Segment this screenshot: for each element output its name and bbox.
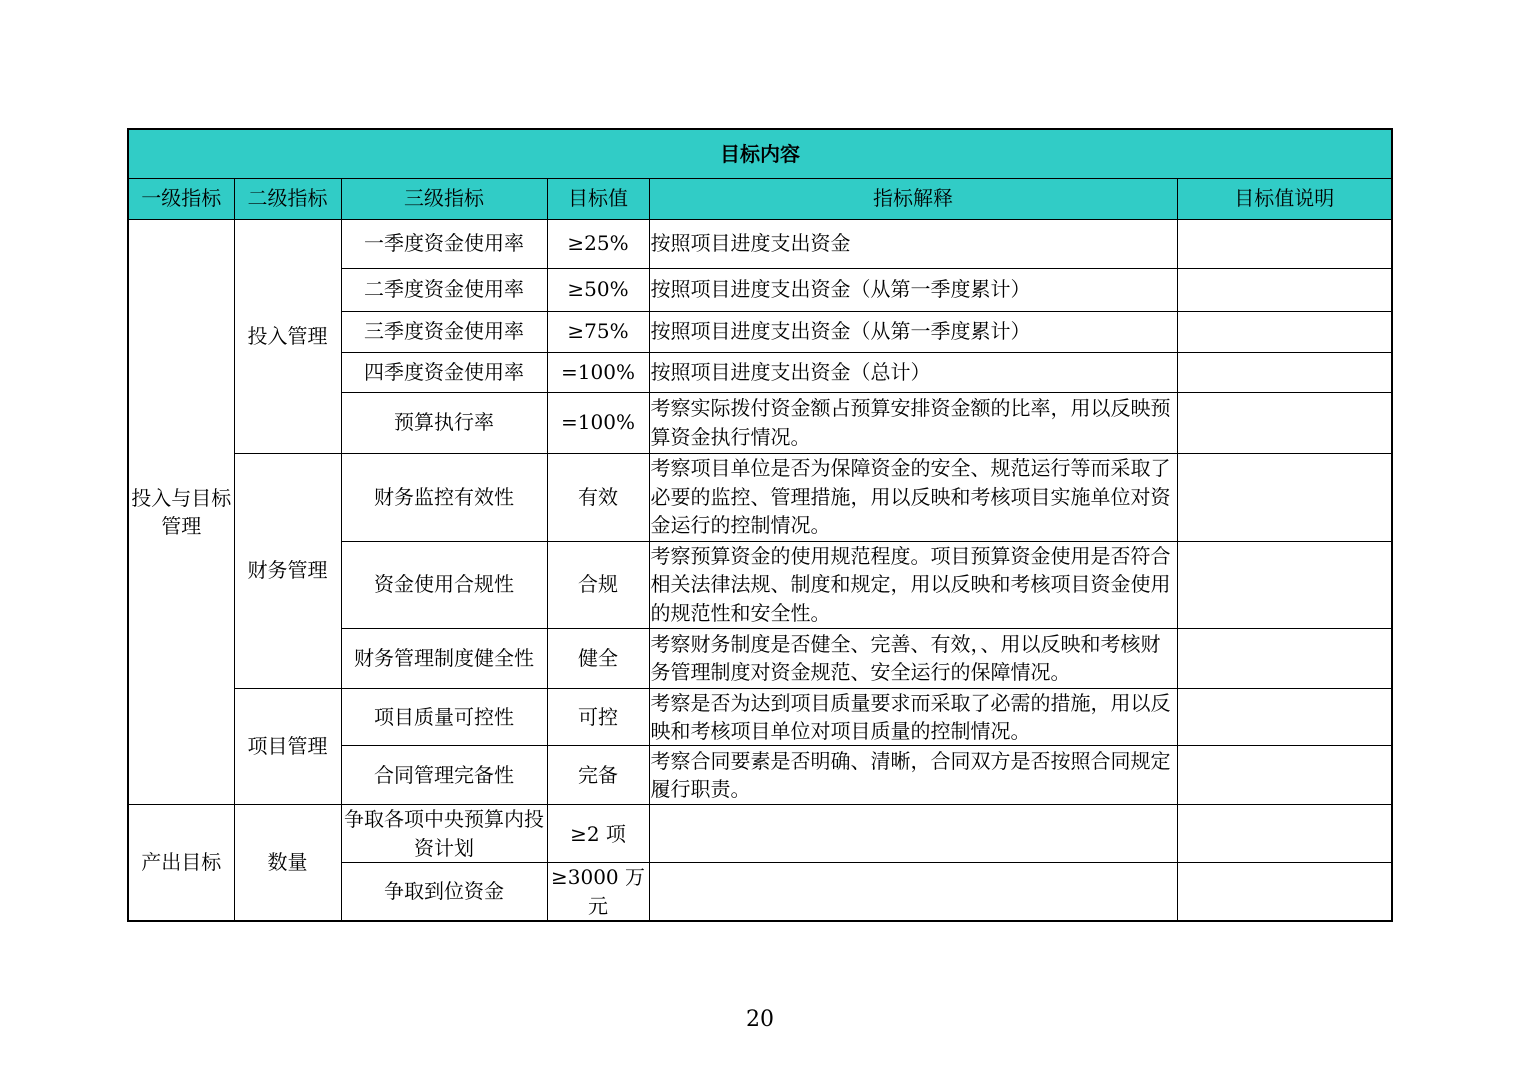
target-value-cell: =100% bbox=[547, 352, 649, 392]
level1-cell-input-target-mgmt: 投入与目标管理 bbox=[128, 219, 234, 805]
column-header-level2: 二级指标 bbox=[234, 178, 341, 219]
column-header-target-note: 目标值说明 bbox=[1177, 178, 1392, 219]
column-header-level1: 一级指标 bbox=[128, 178, 234, 219]
indicator-cell: 合同管理完备性 bbox=[341, 746, 547, 805]
explanation-cell: 考察是否为达到项目质量要求而采取了必需的措施，用以反映和考核项目单位对项目质量的控制情况。 bbox=[649, 688, 1177, 746]
note-cell bbox=[1177, 392, 1392, 453]
target-value-cell: ≥25% bbox=[547, 219, 649, 268]
target-value-cell: =100% bbox=[547, 392, 649, 453]
explanation-cell: 考察实际拨付资金额占预算安排资金额的比率，用以反映预算资金执行情况。 bbox=[649, 392, 1177, 453]
target-content-table bbox=[127, 128, 1393, 922]
level2-cell-project-mgmt: 项目管理 bbox=[234, 688, 341, 805]
level2-cell-quantity: 数量 bbox=[234, 805, 341, 921]
indicator-cell: 三季度资金使用率 bbox=[341, 311, 547, 352]
note-cell bbox=[1177, 352, 1392, 392]
note-cell bbox=[1177, 688, 1392, 746]
note-cell bbox=[1177, 628, 1392, 688]
level2-cell-finance-mgmt: 财务管理 bbox=[234, 453, 341, 688]
column-header-explanation: 指标解释 bbox=[649, 178, 1177, 219]
column-header-target-value: 目标值 bbox=[547, 178, 649, 219]
level1-cell-output-target: 产出目标 bbox=[128, 805, 234, 921]
indicator-cell: 争取到位资金 bbox=[341, 863, 547, 921]
explanation-cell: 考察财务制度是否健全、完善、有效，、用以反映和考核财务管理制度对资金规范、安全运行的保障情况。 bbox=[649, 628, 1177, 688]
target-value-cell: 合规 bbox=[547, 541, 649, 628]
indicator-cell: 财务管理制度健全性 bbox=[341, 628, 547, 688]
page-number: 20 bbox=[746, 1007, 774, 1032]
note-cell bbox=[1177, 805, 1392, 863]
note-cell bbox=[1177, 453, 1392, 541]
note-cell bbox=[1177, 268, 1392, 311]
explanation-cell: 按照项目进度支出资金（从第一季度累计） bbox=[649, 268, 1177, 311]
explanation-cell: 按照项目进度支出资金（从第一季度累计） bbox=[649, 311, 1177, 352]
note-cell bbox=[1177, 311, 1392, 352]
explanation-cell: 按照项目进度支出资金 bbox=[649, 219, 1177, 268]
target-value-cell: ≥75% bbox=[547, 311, 649, 352]
indicator-cell: 一季度资金使用率 bbox=[341, 219, 547, 268]
explanation-cell: 考察项目单位是否为保障资金的安全、规范运行等而采取了必要的监控、管理措施，用以反映和考核项目实施单位对资金运行的控制情况。 bbox=[649, 453, 1177, 541]
explanation-cell bbox=[649, 863, 1177, 921]
note-cell bbox=[1177, 863, 1392, 921]
indicator-cell: 四季度资金使用率 bbox=[341, 352, 547, 392]
target-value-cell: ≥3000 万元 bbox=[547, 863, 649, 921]
note-cell bbox=[1177, 746, 1392, 805]
indicator-cell: 二季度资金使用率 bbox=[341, 268, 547, 311]
indicator-cell: 资金使用合规性 bbox=[341, 541, 547, 628]
target-value-cell: 可控 bbox=[547, 688, 649, 746]
indicator-cell: 财务监控有效性 bbox=[341, 453, 547, 541]
target-value-cell: ≥2 项 bbox=[547, 805, 649, 863]
target-value-cell: 完备 bbox=[547, 746, 649, 805]
explanation-cell: 考察预算资金的使用规范程度。项目预算资金使用是否符合相关法律法规、制度和规定，用以反映和考核项目资金使用的规范性和安全性。 bbox=[649, 541, 1177, 628]
column-header-level3: 三级指标 bbox=[341, 178, 547, 219]
target-value-cell: ≥50% bbox=[547, 268, 649, 311]
level2-cell-input-mgmt: 投入管理 bbox=[234, 219, 341, 453]
target-value-cell: 健全 bbox=[547, 628, 649, 688]
explanation-cell: 考察合同要素是否明确、清晰，合同双方是否按照合同规定履行职责。 bbox=[649, 746, 1177, 805]
explanation-cell bbox=[649, 805, 1177, 863]
note-cell bbox=[1177, 219, 1392, 268]
indicator-cell: 预算执行率 bbox=[341, 392, 547, 453]
table-title: 目标内容 bbox=[128, 129, 1392, 178]
indicator-cell: 争取各项中央预算内投资计划 bbox=[341, 805, 547, 863]
explanation-cell: 按照项目进度支出资金（总计） bbox=[649, 352, 1177, 392]
note-cell bbox=[1177, 541, 1392, 628]
indicator-cell: 项目质量可控性 bbox=[341, 688, 547, 746]
target-value-cell: 有效 bbox=[547, 453, 649, 541]
